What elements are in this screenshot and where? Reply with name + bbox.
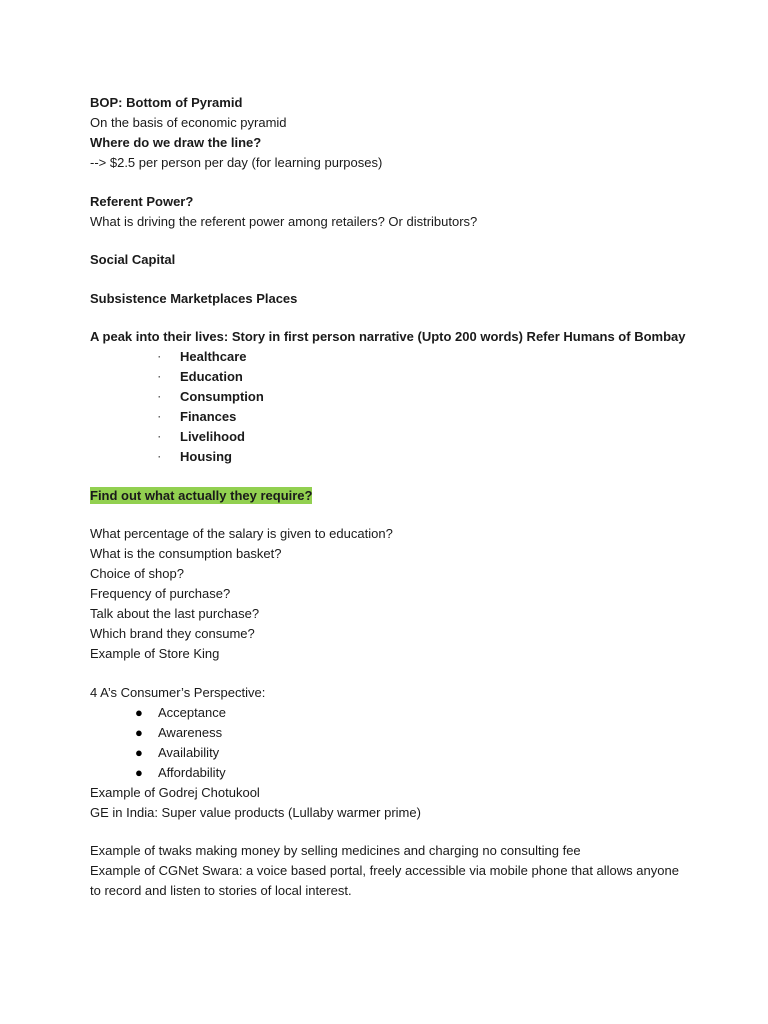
- list-item: · Finances: [90, 407, 690, 427]
- bullet-dot-icon: ·: [158, 432, 161, 442]
- list-item: Talk about the last purchase?: [90, 606, 260, 621]
- godrej-example: Example of Godrej Chotukool: [90, 784, 260, 800]
- bop-heading: BOP: Bottom of Pyramid: [90, 95, 243, 110]
- highlighted-text: Find out what actually they require?: [90, 487, 313, 503]
- list-item: Example of Store King: [90, 646, 220, 661]
- document-page: [90, 93, 690, 901]
- bullet-icon: ●: [135, 724, 143, 740]
- list-item: Frequency of purchase?: [90, 586, 231, 601]
- bullet-dot-icon: ·: [158, 452, 161, 462]
- bullet-icon: ●: [135, 704, 143, 720]
- social-capital-heading: Social Capital: [90, 252, 176, 267]
- bullet-dot-icon: ·: [158, 372, 161, 382]
- referent-power-heading: Referent Power?: [90, 193, 194, 209]
- bullet-dot-icon: ·: [158, 392, 161, 402]
- list-item: ● Availability: [90, 743, 690, 763]
- list-item: · Healthcare: [90, 347, 690, 367]
- bullet-dot-icon: ·: [158, 352, 161, 362]
- questions-list: [90, 524, 690, 664]
- list-item: · Education: [90, 367, 690, 387]
- list-item: Choice of shop?: [90, 566, 184, 581]
- list-item: · Housing: [90, 447, 690, 467]
- list-item: · Livelihood: [90, 427, 690, 447]
- draw-line-heading: Where do we draw the line?: [90, 135, 262, 150]
- list-item: Which brand they consume?: [90, 626, 255, 641]
- economic-pyramid-line: On the basis of economic pyramid: [90, 115, 287, 130]
- bullet-dot-icon: ·: [158, 412, 161, 422]
- cgnet-example: Example of CGNet Swara: a voice based portal, freely accessible via mobile phone that allows anyone to record and listen to stories of local interest.: [90, 863, 679, 898]
- threshold-line: --> $2.5 per person per day (for learning purposes): [90, 155, 383, 170]
- list-item: ● Acceptance: [90, 703, 690, 723]
- list-item: ● Awareness: [90, 723, 690, 743]
- bullet-icon: ●: [135, 764, 143, 780]
- referent-power-question: What is driving the referent power among retailers? Or distributors?: [90, 213, 478, 229]
- twaks-example: Example of twaks making money by selling medicines and charging no consulting fee: [90, 843, 581, 858]
- ge-example: GE in India: Super value products (Lullaby warmer prime): [90, 804, 421, 820]
- four-as-list: [90, 703, 690, 783]
- peak-heading: A peak into their lives: Story in first person narrative (Upto 200 words) Refer Humans of Bombay: [90, 329, 686, 344]
- find-out-heading: [90, 486, 690, 506]
- bullet-icon: ●: [135, 744, 143, 760]
- list-item: What is the consumption basket?: [90, 546, 282, 561]
- lives-list: [90, 347, 690, 467]
- list-item: · Consumption: [90, 387, 690, 407]
- subsistence-heading: Subsistence Marketplaces Places: [90, 290, 298, 306]
- list-item: What percentage of the salary is given to education?: [90, 526, 393, 541]
- four-as-heading: 4 A’s Consumer’s Perspective:: [90, 684, 266, 700]
- list-item: ● Affordability: [90, 763, 690, 783]
